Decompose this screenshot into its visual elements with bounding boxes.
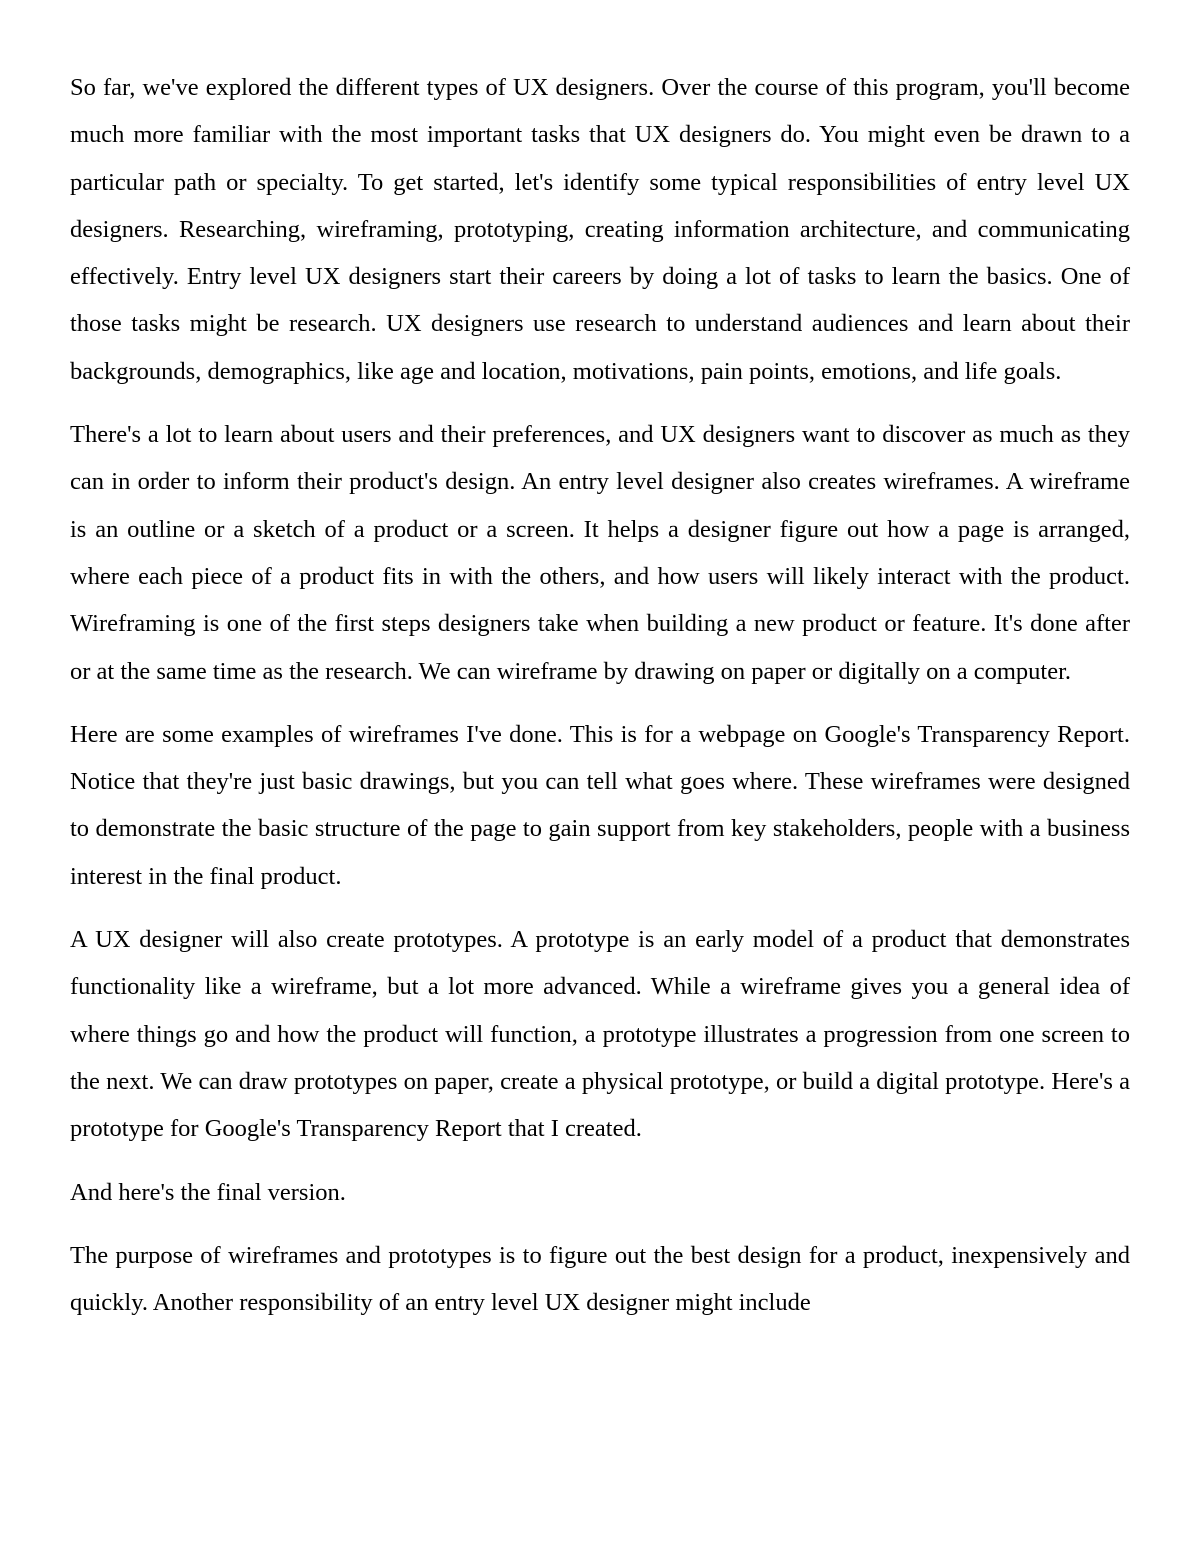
paragraph-final-version: And here's the final version. (70, 1178, 346, 1206)
paragraph-wireframe-examples: Here are some examples of wireframes I've done. This is for a webpage on Google's Transparency Report. Notice that they're just basic drawings, but you can tell what goes where. These wireframes were designed to demonstrate the basic structure of the page to gain support from key stakeholders, people with a business interest in the final product. (70, 720, 1130, 890)
paragraph-wireframes: There's a lot to learn about users and their preferences, and UX designers want to discover as much as they can in order to inform their product's design. An entry level designer also creates wireframes. A wireframe is an outline or a sketch of a product or a screen. It helps a designer figure out how a page is arranged, where each piece of a product fits in with the others, and how users will likely interact with the product. Wireframing is one of the first steps designers take when building a new product or feature. It's done after or at the same time as the research. We can wireframe by drawing on paper or digitally on a computer. (70, 421, 1130, 685)
paragraph-prototypes: A UX designer will also create prototypes. A prototype is an early model of a product that demonstrates functionality like a wireframe, but a lot more advanced. While a wireframe gives you a general idea of where things go and how the product will function, a prototype illustrates a progression from one screen to the next. We can draw prototypes on paper, create a physical prototype, or build a digital prototype. Here's a prototype for Google's Transparency Report that I created. (70, 926, 1130, 1143)
document-body (70, 64, 1130, 1342)
paragraph-ux-designer-responsibilities: So far, we've explored the different types of UX designers. Over the course of this program, you'll become much more familiar with the most important tasks that UX designers do. You might even be drawn to a particular path or specialty. To get started, let's identify some typical responsibilities of entry level UX designers. Researching, wireframing, prototyping, creating information architecture, and communicating effectively. Entry level UX designers start their careers by doing a lot of tasks to learn the basics. One of those tasks might be research. UX designers use research to understand audiences and learn about their backgrounds, demographics, like age and location, motivations, pain points, emotions, and life goals. (70, 74, 1130, 385)
paragraph-purpose: The purpose of wireframes and prototypes is to figure out the best design for a product, inexpensively and quickly. Another responsibility of an entry level UX designer might include (70, 1241, 1130, 1317)
